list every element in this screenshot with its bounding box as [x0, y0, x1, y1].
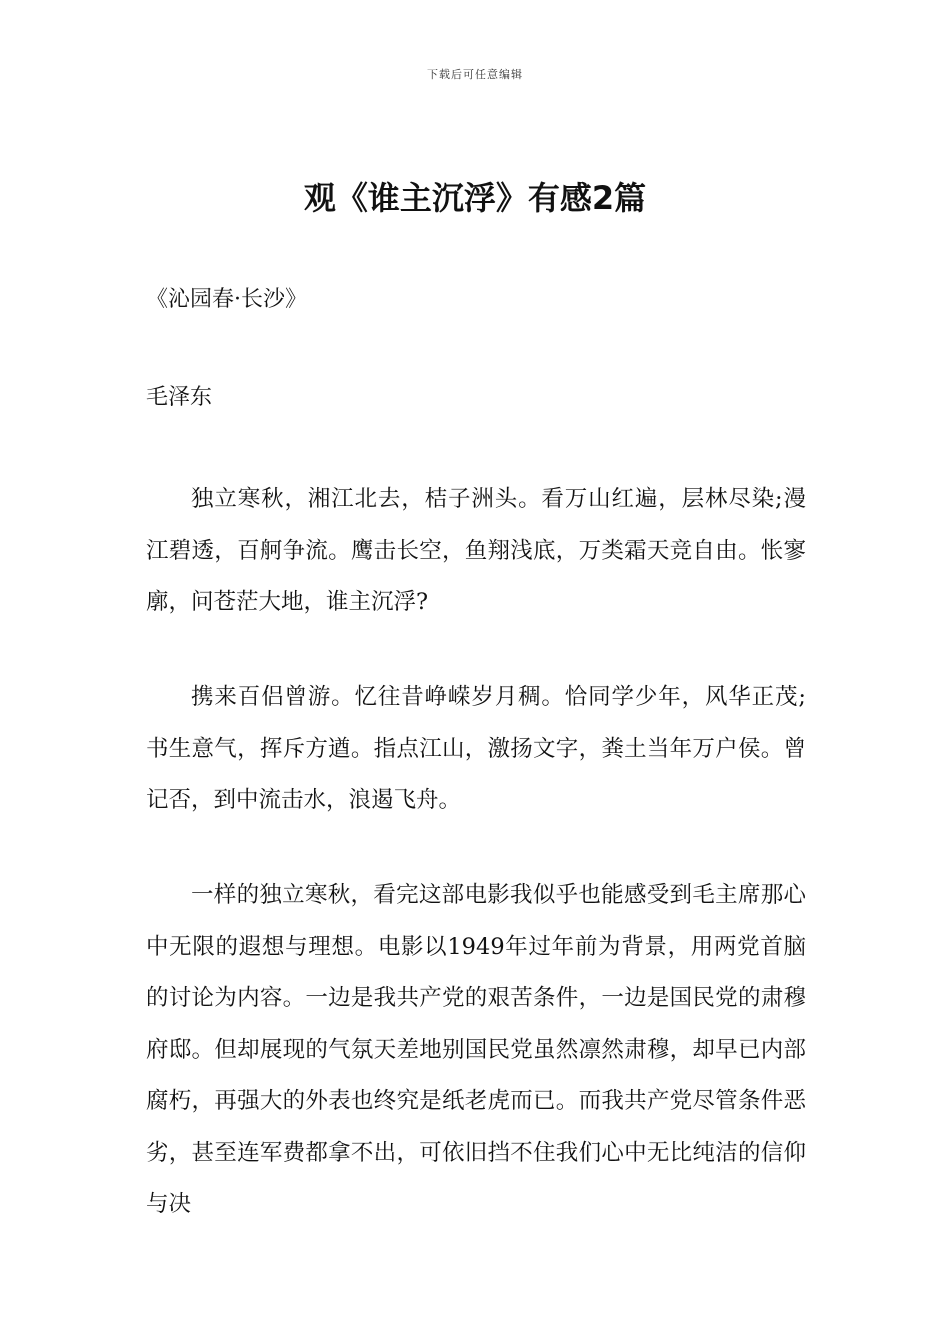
document-title: 观《谁主沉浮》有感2篇 — [303, 179, 647, 217]
paragraph: 独立寒秋，湘江北去，桔子洲头。看万山红遍，层林尽染;漫江碧透，百舸争流。鹰击长空，鱼翔浅底，万类霜天竞自由。怅寥廓，问苍茫大地，谁主沉浮? — [146, 486, 806, 615]
poem-title: 《沁园春·长沙》 — [146, 287, 307, 312]
paragraph: 携来百侣曾游。忆往昔峥嵘岁月稠。恰同学少年，风华正茂;书生意气，挥斥方遒。指点江山，激扬文字，粪土当年万户侯。曾记否，到中流击水，浪遏飞舟。 — [146, 684, 806, 813]
paragraph: 一样的独立寒秋，看完这部电影我似乎也能感受到毛主席那心中无限的遐想与理想。电影以1949年过年前为背景，用两党首脑的讨论为内容。一边是我共产党的艰苦条件，一边是国民党的肃穆府邸。但却展现的气氛天差地别国民党虽然凛然肃穆，却早已内部腐朽，再强大的外表也终究是纸老虎而已。而我共产党尽管条件恶劣，甚至连军费都拿不出，可依旧挡不住我们心中无比纯洁的信仰与决 — [146, 882, 806, 1217]
page-header-note: 下载后可任意编辑 — [427, 68, 523, 81]
poem-author: 毛泽东 — [146, 385, 213, 410]
